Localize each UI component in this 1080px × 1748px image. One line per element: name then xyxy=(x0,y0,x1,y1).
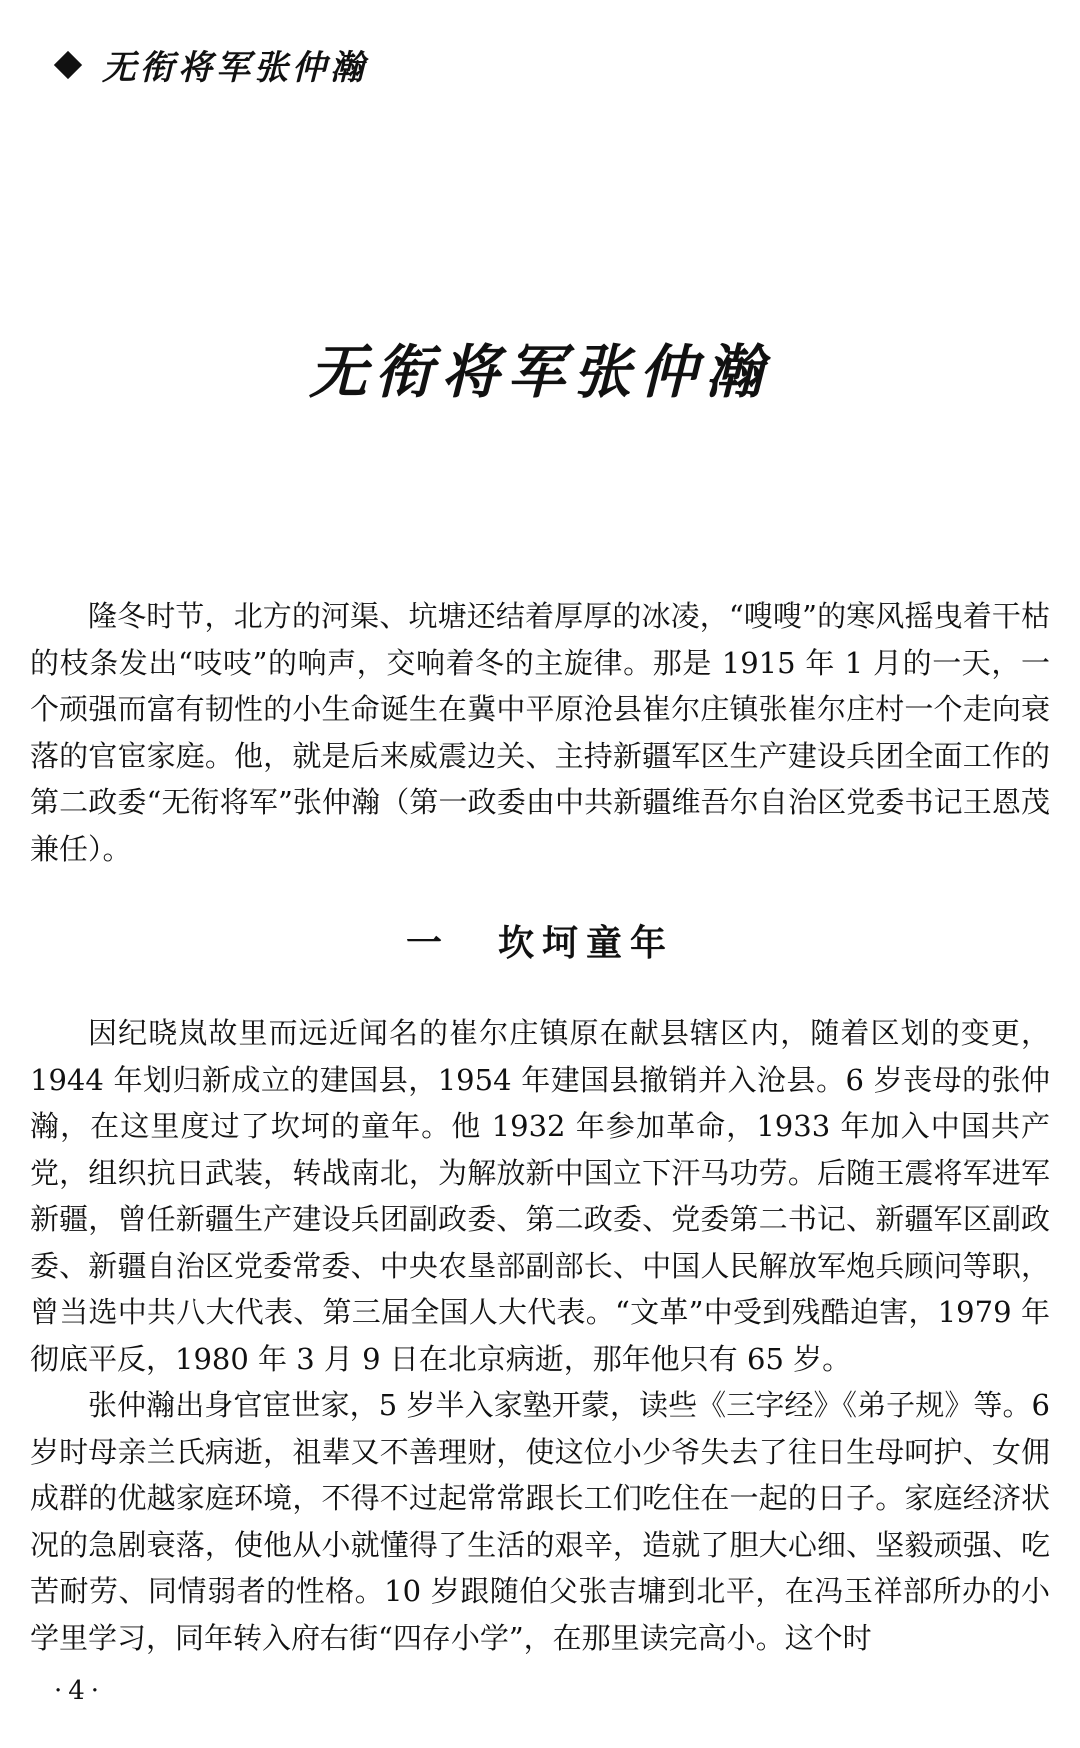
chapter-title: 无衔将军张仲瀚 xyxy=(308,338,771,406)
section-number: 一 xyxy=(405,923,450,964)
page-number: ·4· xyxy=(54,1676,106,1706)
paragraph: 隆冬时节，北方的河渠、坑塘还结着厚厚的冰凌，“嗖嗖”的寒风摇曳着干枯的枝条发出“吱吱”的响声，交响着冬的主旋律。那是 1915 年 1 月的一天，一个顽强而富有韧性的小生命诞生在冀中平原沧县崔尔庄镇张崔尔庄村一个走向衰落的官宦家庭。他，就是后来威震边关、主持新疆军区生产建设兵团全面工作的第二政委“无衔将军”张仲瀚（第一政委由中共新疆维吾尔自治区党委书记王恩茂兼任）。 xyxy=(30,599,1050,866)
diamond-bullet-icon xyxy=(54,50,82,78)
section-heading xyxy=(0,915,1080,966)
paragraph: 因纪晓岚故里而远近闻名的崔尔庄镇原在献县辖区内，随着区划的变更，1944 年划归新成立的建国县，1954 年建国县撤销并入沧县。6 岁丧母的张仲瀚，在这里度过了坎坷的童年。他 1932 年参加革命，1933 年加入中国共产党，组织抗日武装，转战南北，为解放新中国立下汗马功劳。后随王震将军进军新疆，曾任新疆生产建设兵团副政委、第二政委、党委第二书记、新疆军区副政委、新疆自治区党委常委、中央农垦部副部长、中国人民解放军炮兵顾问等职，曾当选中共八大代表、第三届全国人大代表。“文革”中受到残酷迫害，1979 年彻底平反，1980 年 3 月 9 日在北京病逝，那年他只有 65 岁。 xyxy=(30,1016,1050,1376)
running-header-title: 无衔将军张仲瀚 xyxy=(102,48,368,88)
section-body xyxy=(30,1010,1050,1661)
section-title: 坎坷童年 xyxy=(498,923,675,964)
intro-text xyxy=(30,593,1050,872)
running-header xyxy=(58,40,368,89)
paragraph: 张仲瀚出身官宦世家，5 岁半入家塾开蒙，读些《三字经》《弟子规》等。6 岁时母亲兰氏病逝，祖辈又不善理财，使这位小少爷失去了往日生母呵护、女佣成群的优越家庭环境，不得不过起常常跟长工们吃住在一起的日子。家庭经济状况的急剧衰落，使他从小就懂得了生活的艰辛，造就了胆大心细、坚毅顽强、吃苦耐劳、同情弱者的性格。10 岁跟随伯父张吉墉到北平，在冯玉祥部所办的小学里学习，同年转入府右街“四存小学”，在那里读完高小。这个时 xyxy=(30,1388,1050,1655)
